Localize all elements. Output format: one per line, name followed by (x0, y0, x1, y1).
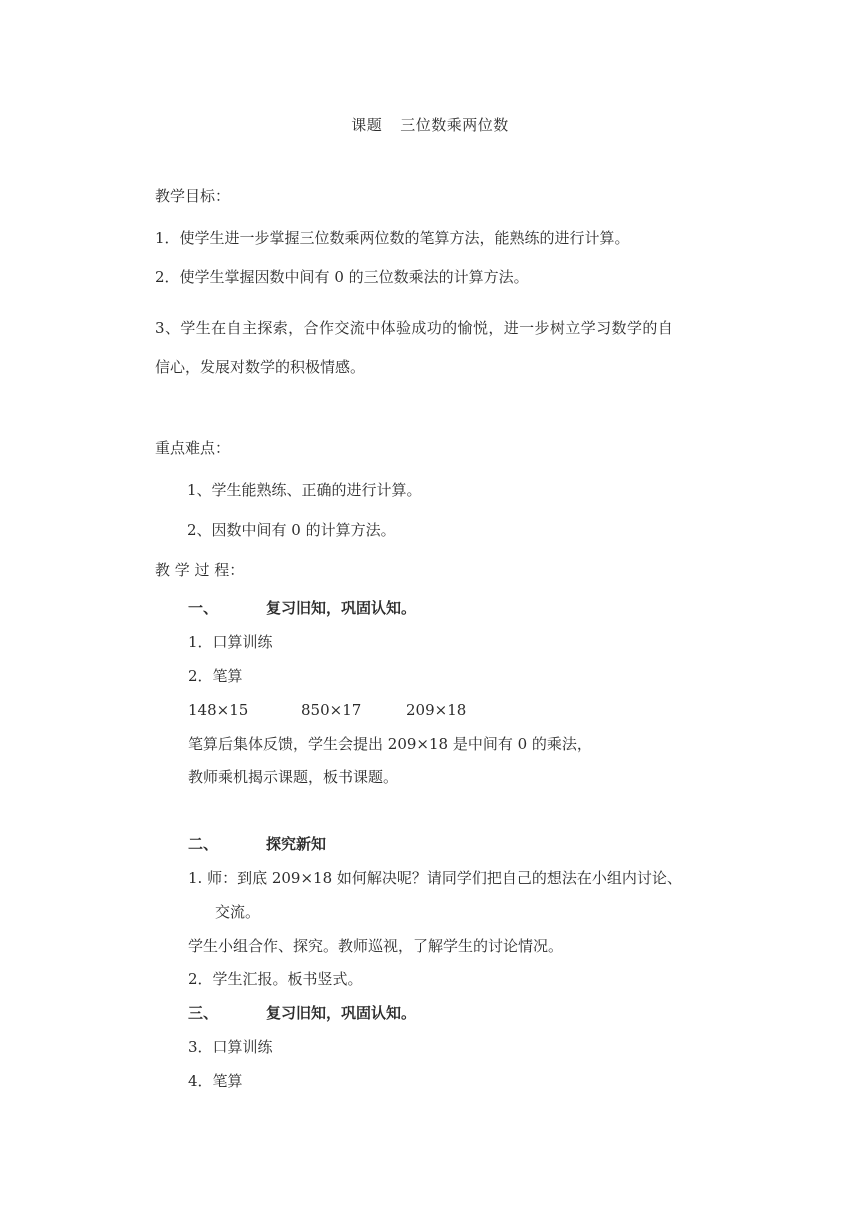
section-3-heading (188, 1003, 416, 1023)
objectives-heading: 教学目标： (155, 187, 231, 205)
section-3-line-2: 4．笔算 (188, 1072, 243, 1090)
page-title (0, 115, 860, 135)
section-2-number: 二、 (188, 835, 219, 853)
key-point-item-2: 2、因数中间有 0 的计算方法。 (187, 521, 396, 539)
section-1-heading (188, 598, 416, 618)
section-3-line-1: 3．口算训练 (188, 1038, 273, 1056)
section-2-heading (188, 834, 326, 854)
section-1-number: 一、 (188, 599, 219, 617)
section-1-title: 复习旧知，巩固认知。 (266, 599, 417, 617)
section-2-line-2: 学生小组合作、探究。教师巡视，了解学生的讨论情况。 (188, 937, 564, 955)
calc-item-1: 148×15 (188, 701, 249, 719)
section-2-line-1: 1. 师：到底 209×18 如何解决呢？请同学们把自己的想法在小组内讨论、 (188, 869, 682, 887)
section-2-line-1-cont: 交流。 (215, 903, 261, 921)
section-2-title: 探究新知 (266, 835, 327, 853)
key-point-item-1: 1、学生能熟练、正确的进行计算。 (187, 481, 422, 499)
objective-item-1: 1．使学生进一步掌握三位数乘两位数的笔算方法，能熟练的进行计算。 (155, 229, 630, 247)
process-heading: 教 学 过 程： (155, 561, 245, 579)
section-3-number: 三、 (188, 1004, 219, 1022)
section-1-after-1: 笔算后集体反馈，学生会提出 209×18 是中间有 0 的乘法， (188, 735, 592, 753)
title-prefix: 课题 (351, 116, 383, 134)
section-2-line-3: 2．学生汇报。板书竖式。 (188, 970, 363, 988)
section-1-after-2: 教师乘机揭示课题，板书课题。 (188, 768, 399, 786)
objective-item-2: 2．使学生掌握因数中间有 0 的三位数乘法的计算方法。 (155, 268, 529, 286)
section-1-line-2: 2．笔算 (188, 667, 243, 685)
section-1-line-1: 1．口算训练 (188, 633, 273, 651)
key-points-heading: 重点难点： (155, 439, 231, 457)
calc-row (188, 700, 466, 720)
section-3-title: 复习旧知，巩固认知。 (266, 1004, 417, 1022)
objective-item-3-cont: 信心，发展对数学的积极情感。 (155, 358, 366, 376)
calc-item-2: 850×17 (301, 701, 362, 719)
objective-item-3: 3、学生在自主探索，合作交流中体验成功的愉悦，进一步树立学习数学的自 (155, 319, 674, 337)
calc-item-3: 209×18 (406, 701, 467, 719)
title-text: 三位数乘两位数 (400, 116, 509, 134)
